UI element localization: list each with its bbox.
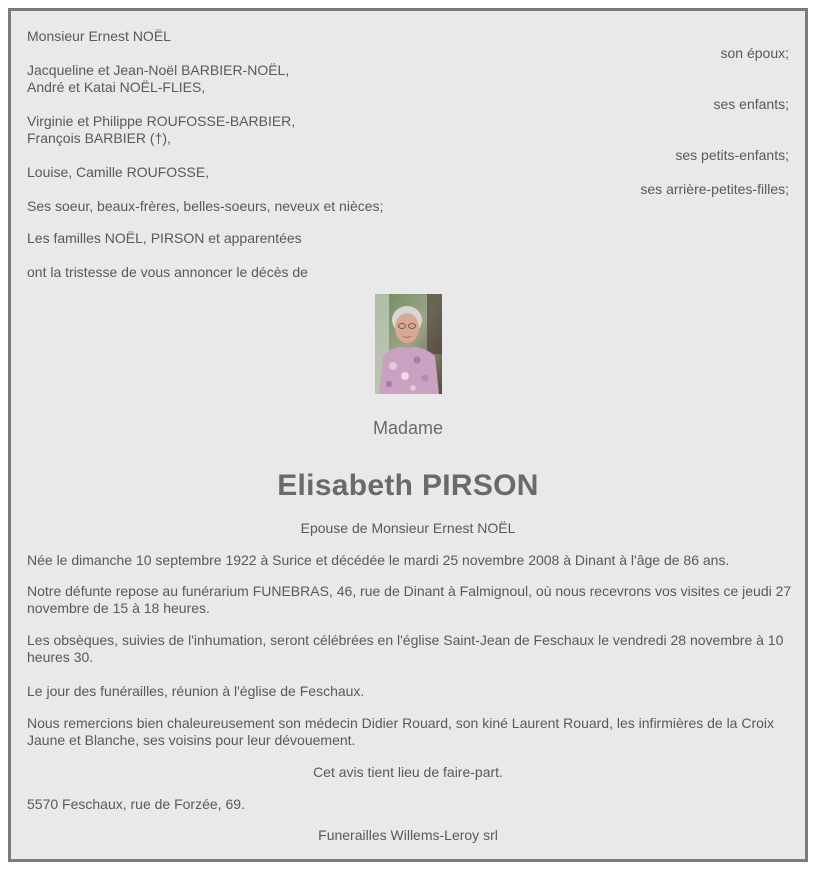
grandchildren-line-2: François BARBIER (†), <box>27 130 171 146</box>
great-grandchildren-role: ses arrière-petites-filles; <box>640 181 789 197</box>
birth-death-line: Née le dimanche 10 septembre 1922 à Surice et décédée le mardi 25 novembre 2008 à Dinant à l'âge de 86 ans. <box>27 552 730 568</box>
notice-line: Cet avis tient lieu de faire-part. <box>313 764 503 780</box>
children-role: ses enfants; <box>713 96 789 112</box>
obituary-notice <box>8 8 808 862</box>
children-line-2: André et Katai NOËL-FLIES, <box>27 79 206 95</box>
visitation-paragraph: Notre défunte repose au funérarium FUNEBRAS, 46, rue de Dinant à Falmignoul, où nous recevrons vos visites ce jeudi 27 novembre de 15 à 18 heures. <box>27 583 792 616</box>
portrait-image <box>375 294 442 394</box>
deceased-name: Elisabeth PIRSON <box>277 469 539 502</box>
deceased-portrait <box>375 294 442 394</box>
children-line-1: Jacqueline et Jean-Noël BARBIER-NOËL, <box>27 62 290 78</box>
grandchildren-line-1: Virginie et Philippe ROUFOSSE-BARBIER, <box>27 113 296 129</box>
husband-role: son époux; <box>720 45 789 61</box>
siblings-line: Ses soeur, beaux-frères, belles-soeurs, neveux et nièces; <box>27 198 384 214</box>
gathering-line: Le jour des funérailles, réunion à l'église de Feschaux. <box>27 683 365 699</box>
address-line: 5570 Feschaux, rue de Forzée, 69. <box>27 796 245 812</box>
great-grandchildren: Louise, Camille ROUFOSSE, <box>27 164 210 180</box>
funeral-paragraph: Les obsèques, suivies de l'inhumation, seront célébrées en l'église Saint-Jean de Feschaux le vendredi 28 novembre à 10 heures 30. <box>27 632 784 665</box>
deceased-honorific: Madame <box>372 418 444 438</box>
spouse-line: Epouse de Monsieur Ernest NOËL <box>300 520 516 536</box>
grandchildren-role: ses petits-enfants; <box>675 147 789 163</box>
funeral-home: Funerailles Willems-Leroy srl <box>318 827 498 843</box>
thanks-paragraph: Nous remercions bien chaleureusement son médecin Didier Rouard, son kiné Laurent Rouard, les infirmières de la Croix Jaune et Blanche, ses voisins pour leur dévouement. <box>27 715 775 748</box>
husband-name: Monsieur Ernest NOËL <box>27 28 171 44</box>
families-line: Les familles NOËL, PIRSON et apparentées <box>27 230 302 246</box>
announcement-line: ont la tristesse de vous annoncer le décès de <box>27 264 308 280</box>
